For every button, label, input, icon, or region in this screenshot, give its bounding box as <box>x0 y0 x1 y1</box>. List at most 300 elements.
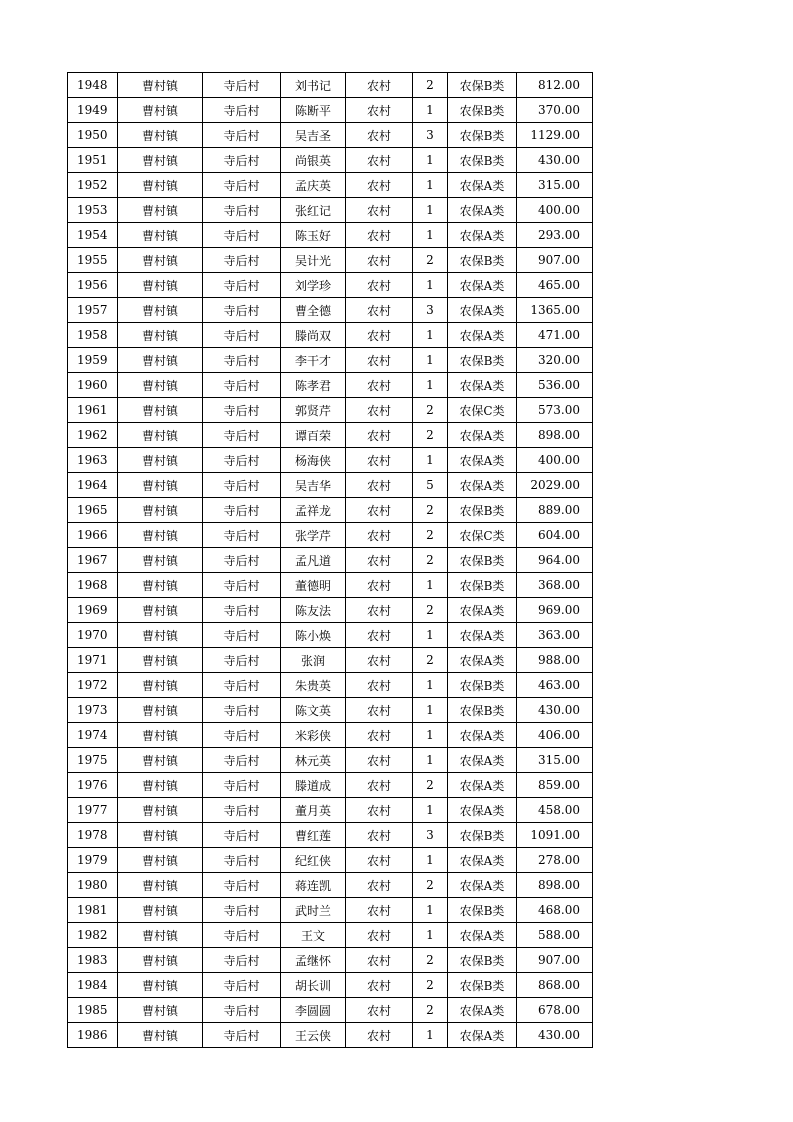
amount-cell: 400.00 <box>517 448 593 473</box>
person-name-cell: 孟祥龙 <box>281 498 346 523</box>
household-type-cell: 农村 <box>346 473 413 498</box>
village-cell: 寺后村 <box>203 948 281 973</box>
table-body <box>68 73 593 1048</box>
insurance-category-cell: 农保B类 <box>448 123 517 148</box>
village-cell: 寺后村 <box>203 673 281 698</box>
amount-cell: 868.00 <box>517 973 593 998</box>
town-cell: 曹村镇 <box>118 98 203 123</box>
row-number-cell: 1958 <box>68 323 118 348</box>
household-type-cell: 农村 <box>346 873 413 898</box>
row-number-cell: 1980 <box>68 873 118 898</box>
table-row <box>68 273 593 298</box>
member-count-cell: 1 <box>413 148 448 173</box>
table-row <box>68 148 593 173</box>
town-cell: 曹村镇 <box>118 623 203 648</box>
row-number-cell: 1962 <box>68 423 118 448</box>
town-cell: 曹村镇 <box>118 448 203 473</box>
person-name-cell: 朱贵英 <box>281 673 346 698</box>
table-row <box>68 623 593 648</box>
village-cell: 寺后村 <box>203 873 281 898</box>
member-count-cell: 2 <box>413 973 448 998</box>
member-count-cell: 2 <box>413 948 448 973</box>
town-cell: 曹村镇 <box>118 73 203 98</box>
table-row <box>68 448 593 473</box>
amount-cell: 678.00 <box>517 998 593 1023</box>
insurance-category-cell: 农保A类 <box>448 223 517 248</box>
table-row <box>68 223 593 248</box>
table-row <box>68 398 593 423</box>
household-type-cell: 农村 <box>346 673 413 698</box>
person-name-cell: 李干才 <box>281 348 346 373</box>
row-number-cell: 1975 <box>68 748 118 773</box>
household-type-cell: 农村 <box>346 248 413 273</box>
row-number-cell: 1965 <box>68 498 118 523</box>
amount-cell: 406.00 <box>517 723 593 748</box>
town-cell: 曹村镇 <box>118 198 203 223</box>
person-name-cell: 陈文英 <box>281 698 346 723</box>
town-cell: 曹村镇 <box>118 973 203 998</box>
person-name-cell: 吴吉华 <box>281 473 346 498</box>
row-number-cell: 1984 <box>68 973 118 998</box>
member-count-cell: 2 <box>413 423 448 448</box>
town-cell: 曹村镇 <box>118 248 203 273</box>
table-row <box>68 798 593 823</box>
member-count-cell: 1 <box>413 273 448 298</box>
person-name-cell: 武时兰 <box>281 898 346 923</box>
amount-cell: 1129.00 <box>517 123 593 148</box>
person-name-cell: 曹红莲 <box>281 823 346 848</box>
amount-cell: 1091.00 <box>517 823 593 848</box>
person-name-cell: 郭贤芹 <box>281 398 346 423</box>
table-row <box>68 598 593 623</box>
insurance-category-cell: 农保B类 <box>448 98 517 123</box>
amount-cell: 465.00 <box>517 273 593 298</box>
row-number-cell: 1970 <box>68 623 118 648</box>
row-number-cell: 1982 <box>68 923 118 948</box>
row-number-cell: 1977 <box>68 798 118 823</box>
insurance-category-cell: 农保A类 <box>448 198 517 223</box>
insurance-category-cell: 农保A类 <box>448 1023 517 1048</box>
town-cell: 曹村镇 <box>118 723 203 748</box>
table-row <box>68 898 593 923</box>
household-type-cell: 农村 <box>346 523 413 548</box>
household-type-cell: 农村 <box>346 448 413 473</box>
row-number-cell: 1960 <box>68 373 118 398</box>
insurance-category-cell: 农保A类 <box>448 723 517 748</box>
village-cell: 寺后村 <box>203 523 281 548</box>
person-name-cell: 李圆圆 <box>281 998 346 1023</box>
person-name-cell: 张红记 <box>281 198 346 223</box>
insurance-category-cell: 农保A类 <box>448 448 517 473</box>
member-count-cell: 1 <box>413 923 448 948</box>
village-cell: 寺后村 <box>203 623 281 648</box>
village-cell: 寺后村 <box>203 848 281 873</box>
amount-cell: 468.00 <box>517 898 593 923</box>
person-name-cell: 王文 <box>281 923 346 948</box>
member-count-cell: 2 <box>413 523 448 548</box>
household-type-cell: 农村 <box>346 973 413 998</box>
town-cell: 曹村镇 <box>118 673 203 698</box>
insurance-category-cell: 农保B类 <box>448 823 517 848</box>
member-count-cell: 1 <box>413 898 448 923</box>
village-cell: 寺后村 <box>203 973 281 998</box>
person-name-cell: 陈小焕 <box>281 623 346 648</box>
insurance-category-cell: 农保B类 <box>448 348 517 373</box>
person-name-cell: 孟凡道 <box>281 548 346 573</box>
amount-cell: 278.00 <box>517 848 593 873</box>
row-number-cell: 1969 <box>68 598 118 623</box>
amount-cell: 370.00 <box>517 98 593 123</box>
village-cell: 寺后村 <box>203 798 281 823</box>
village-cell: 寺后村 <box>203 423 281 448</box>
household-type-cell: 农村 <box>346 323 413 348</box>
town-cell: 曹村镇 <box>118 523 203 548</box>
town-cell: 曹村镇 <box>118 373 203 398</box>
member-count-cell: 1 <box>413 223 448 248</box>
village-cell: 寺后村 <box>203 123 281 148</box>
village-cell: 寺后村 <box>203 748 281 773</box>
row-number-cell: 1953 <box>68 198 118 223</box>
person-name-cell: 张润 <box>281 648 346 673</box>
table-row <box>68 998 593 1023</box>
insurance-category-cell: 农保A类 <box>448 773 517 798</box>
insurance-category-cell: 农保A类 <box>448 623 517 648</box>
row-number-cell: 1956 <box>68 273 118 298</box>
town-cell: 曹村镇 <box>118 848 203 873</box>
insurance-category-cell: 农保A类 <box>448 473 517 498</box>
amount-cell: 988.00 <box>517 648 593 673</box>
insurance-category-cell: 农保C类 <box>448 523 517 548</box>
household-type-cell: 农村 <box>346 148 413 173</box>
member-count-cell: 2 <box>413 398 448 423</box>
table-row <box>68 823 593 848</box>
table-row <box>68 1023 593 1048</box>
village-cell: 寺后村 <box>203 98 281 123</box>
member-count-cell: 1 <box>413 1023 448 1048</box>
amount-cell: 430.00 <box>517 698 593 723</box>
row-number-cell: 1983 <box>68 948 118 973</box>
person-name-cell: 胡长训 <box>281 973 346 998</box>
table-row <box>68 473 593 498</box>
member-count-cell: 1 <box>413 198 448 223</box>
amount-cell: 536.00 <box>517 373 593 398</box>
row-number-cell: 1948 <box>68 73 118 98</box>
town-cell: 曹村镇 <box>118 898 203 923</box>
row-number-cell: 1957 <box>68 298 118 323</box>
member-count-cell: 1 <box>413 698 448 723</box>
village-cell: 寺后村 <box>203 648 281 673</box>
amount-cell: 604.00 <box>517 523 593 548</box>
member-count-cell: 1 <box>413 848 448 873</box>
table-row <box>68 648 593 673</box>
table-row <box>68 73 593 98</box>
household-type-cell: 农村 <box>346 223 413 248</box>
member-count-cell: 3 <box>413 823 448 848</box>
amount-cell: 2029.00 <box>517 473 593 498</box>
village-cell: 寺后村 <box>203 323 281 348</box>
household-type-cell: 农村 <box>346 748 413 773</box>
town-cell: 曹村镇 <box>118 548 203 573</box>
person-name-cell: 曹全德 <box>281 298 346 323</box>
table-row <box>68 773 593 798</box>
town-cell: 曹村镇 <box>118 473 203 498</box>
town-cell: 曹村镇 <box>118 873 203 898</box>
person-name-cell: 孟继怀 <box>281 948 346 973</box>
person-name-cell: 纪红侠 <box>281 848 346 873</box>
member-count-cell: 2 <box>413 998 448 1023</box>
row-number-cell: 1976 <box>68 773 118 798</box>
member-count-cell: 2 <box>413 248 448 273</box>
household-type-cell: 农村 <box>346 98 413 123</box>
table-row <box>68 673 593 698</box>
household-type-cell: 农村 <box>346 723 413 748</box>
household-type-cell: 农村 <box>346 373 413 398</box>
insurance-category-cell: 农保A类 <box>448 923 517 948</box>
amount-cell: 898.00 <box>517 873 593 898</box>
insurance-category-cell: 农保A类 <box>448 848 517 873</box>
insurance-category-cell: 农保B类 <box>448 573 517 598</box>
household-type-cell: 农村 <box>346 898 413 923</box>
household-type-cell: 农村 <box>346 1023 413 1048</box>
table-row <box>68 723 593 748</box>
household-type-cell: 农村 <box>346 998 413 1023</box>
village-cell: 寺后村 <box>203 598 281 623</box>
member-count-cell: 2 <box>413 598 448 623</box>
town-cell: 曹村镇 <box>118 798 203 823</box>
town-cell: 曹村镇 <box>118 348 203 373</box>
household-type-cell: 农村 <box>346 798 413 823</box>
table-row <box>68 423 593 448</box>
village-cell: 寺后村 <box>203 148 281 173</box>
person-name-cell: 米彩侠 <box>281 723 346 748</box>
benefit-table <box>67 72 593 1048</box>
row-number-cell: 1963 <box>68 448 118 473</box>
village-cell: 寺后村 <box>203 73 281 98</box>
person-name-cell: 杨海侠 <box>281 448 346 473</box>
table-row <box>68 548 593 573</box>
row-number-cell: 1971 <box>68 648 118 673</box>
person-name-cell: 滕尚双 <box>281 323 346 348</box>
person-name-cell: 孟庆英 <box>281 173 346 198</box>
row-number-cell: 1964 <box>68 473 118 498</box>
row-number-cell: 1959 <box>68 348 118 373</box>
household-type-cell: 农村 <box>346 348 413 373</box>
amount-cell: 463.00 <box>517 673 593 698</box>
row-number-cell: 1954 <box>68 223 118 248</box>
town-cell: 曹村镇 <box>118 273 203 298</box>
table-row <box>68 873 593 898</box>
town-cell: 曹村镇 <box>118 573 203 598</box>
member-count-cell: 1 <box>413 448 448 473</box>
household-type-cell: 农村 <box>346 698 413 723</box>
village-cell: 寺后村 <box>203 698 281 723</box>
village-cell: 寺后村 <box>203 473 281 498</box>
member-count-cell: 2 <box>413 773 448 798</box>
amount-cell: 293.00 <box>517 223 593 248</box>
member-count-cell: 1 <box>413 98 448 123</box>
household-type-cell: 农村 <box>346 273 413 298</box>
amount-cell: 573.00 <box>517 398 593 423</box>
town-cell: 曹村镇 <box>118 948 203 973</box>
village-cell: 寺后村 <box>203 223 281 248</box>
table-row <box>68 373 593 398</box>
amount-cell: 430.00 <box>517 1023 593 1048</box>
person-name-cell: 谭百荣 <box>281 423 346 448</box>
insurance-category-cell: 农保B类 <box>448 898 517 923</box>
town-cell: 曹村镇 <box>118 423 203 448</box>
insurance-category-cell: 农保A类 <box>448 173 517 198</box>
member-count-cell: 2 <box>413 648 448 673</box>
village-cell: 寺后村 <box>203 373 281 398</box>
amount-cell: 363.00 <box>517 623 593 648</box>
town-cell: 曹村镇 <box>118 123 203 148</box>
member-count-cell: 5 <box>413 473 448 498</box>
village-cell: 寺后村 <box>203 298 281 323</box>
town-cell: 曹村镇 <box>118 823 203 848</box>
household-type-cell: 农村 <box>346 123 413 148</box>
town-cell: 曹村镇 <box>118 1023 203 1048</box>
village-cell: 寺后村 <box>203 898 281 923</box>
table-row <box>68 698 593 723</box>
amount-cell: 315.00 <box>517 748 593 773</box>
person-name-cell: 吴计光 <box>281 248 346 273</box>
household-type-cell: 农村 <box>346 823 413 848</box>
insurance-category-cell: 农保A类 <box>448 273 517 298</box>
member-count-cell: 1 <box>413 798 448 823</box>
table-row <box>68 848 593 873</box>
village-cell: 寺后村 <box>203 398 281 423</box>
table-row <box>68 323 593 348</box>
household-type-cell: 农村 <box>346 773 413 798</box>
household-type-cell: 农村 <box>346 548 413 573</box>
household-type-cell: 农村 <box>346 398 413 423</box>
member-count-cell: 1 <box>413 173 448 198</box>
town-cell: 曹村镇 <box>118 323 203 348</box>
row-number-cell: 1974 <box>68 723 118 748</box>
table-row <box>68 198 593 223</box>
row-number-cell: 1967 <box>68 548 118 573</box>
row-number-cell: 1949 <box>68 98 118 123</box>
insurance-category-cell: 农保B类 <box>448 973 517 998</box>
person-name-cell: 尚银英 <box>281 148 346 173</box>
row-number-cell: 1978 <box>68 823 118 848</box>
insurance-category-cell: 农保B类 <box>448 698 517 723</box>
table-row <box>68 498 593 523</box>
town-cell: 曹村镇 <box>118 398 203 423</box>
amount-cell: 964.00 <box>517 548 593 573</box>
insurance-category-cell: 农保A类 <box>448 298 517 323</box>
town-cell: 曹村镇 <box>118 923 203 948</box>
row-number-cell: 1961 <box>68 398 118 423</box>
insurance-category-cell: 农保B类 <box>448 73 517 98</box>
row-number-cell: 1951 <box>68 148 118 173</box>
insurance-category-cell: 农保C类 <box>448 398 517 423</box>
row-number-cell: 1966 <box>68 523 118 548</box>
household-type-cell: 农村 <box>346 173 413 198</box>
person-name-cell: 陈友法 <box>281 598 346 623</box>
person-name-cell: 陈断平 <box>281 98 346 123</box>
insurance-category-cell: 农保A类 <box>448 323 517 348</box>
insurance-category-cell: 农保A类 <box>448 748 517 773</box>
town-cell: 曹村镇 <box>118 298 203 323</box>
member-count-cell: 3 <box>413 298 448 323</box>
insurance-category-cell: 农保A类 <box>448 998 517 1023</box>
town-cell: 曹村镇 <box>118 598 203 623</box>
table-row <box>68 173 593 198</box>
person-name-cell: 张学芹 <box>281 523 346 548</box>
member-count-cell: 2 <box>413 548 448 573</box>
person-name-cell: 董德明 <box>281 573 346 598</box>
village-cell: 寺后村 <box>203 998 281 1023</box>
person-name-cell: 陈孝君 <box>281 373 346 398</box>
insurance-category-cell: 农保B类 <box>448 548 517 573</box>
member-count-cell: 1 <box>413 573 448 598</box>
village-cell: 寺后村 <box>203 923 281 948</box>
village-cell: 寺后村 <box>203 173 281 198</box>
insurance-category-cell: 农保B类 <box>448 673 517 698</box>
member-count-cell: 1 <box>413 748 448 773</box>
table-row <box>68 298 593 323</box>
village-cell: 寺后村 <box>203 248 281 273</box>
member-count-cell: 1 <box>413 373 448 398</box>
town-cell: 曹村镇 <box>118 998 203 1023</box>
person-name-cell: 陈玉好 <box>281 223 346 248</box>
person-name-cell: 刘书记 <box>281 73 346 98</box>
village-cell: 寺后村 <box>203 773 281 798</box>
row-number-cell: 1968 <box>68 573 118 598</box>
table-row <box>68 948 593 973</box>
table-row <box>68 573 593 598</box>
household-type-cell: 农村 <box>346 623 413 648</box>
member-count-cell: 1 <box>413 323 448 348</box>
amount-cell: 315.00 <box>517 173 593 198</box>
village-cell: 寺后村 <box>203 1023 281 1048</box>
town-cell: 曹村镇 <box>118 648 203 673</box>
insurance-category-cell: 农保B类 <box>448 248 517 273</box>
person-name-cell: 林元英 <box>281 748 346 773</box>
member-count-cell: 3 <box>413 123 448 148</box>
person-name-cell: 吴吉圣 <box>281 123 346 148</box>
insurance-category-cell: 农保A类 <box>448 873 517 898</box>
amount-cell: 458.00 <box>517 798 593 823</box>
table-row <box>68 973 593 998</box>
amount-cell: 400.00 <box>517 198 593 223</box>
household-type-cell: 农村 <box>346 423 413 448</box>
insurance-category-cell: 农保B类 <box>448 948 517 973</box>
insurance-category-cell: 农保A类 <box>448 373 517 398</box>
household-type-cell: 农村 <box>346 73 413 98</box>
household-type-cell: 农村 <box>346 598 413 623</box>
row-number-cell: 1981 <box>68 898 118 923</box>
village-cell: 寺后村 <box>203 723 281 748</box>
table-row <box>68 123 593 148</box>
household-type-cell: 农村 <box>346 498 413 523</box>
insurance-category-cell: 农保A类 <box>448 598 517 623</box>
row-number-cell: 1972 <box>68 673 118 698</box>
person-name-cell: 滕道成 <box>281 773 346 798</box>
amount-cell: 588.00 <box>517 923 593 948</box>
insurance-category-cell: 农保A类 <box>448 423 517 448</box>
amount-cell: 471.00 <box>517 323 593 348</box>
row-number-cell: 1979 <box>68 848 118 873</box>
row-number-cell: 1950 <box>68 123 118 148</box>
town-cell: 曹村镇 <box>118 173 203 198</box>
member-count-cell: 1 <box>413 673 448 698</box>
village-cell: 寺后村 <box>203 823 281 848</box>
village-cell: 寺后村 <box>203 273 281 298</box>
village-cell: 寺后村 <box>203 498 281 523</box>
person-name-cell: 王云侠 <box>281 1023 346 1048</box>
